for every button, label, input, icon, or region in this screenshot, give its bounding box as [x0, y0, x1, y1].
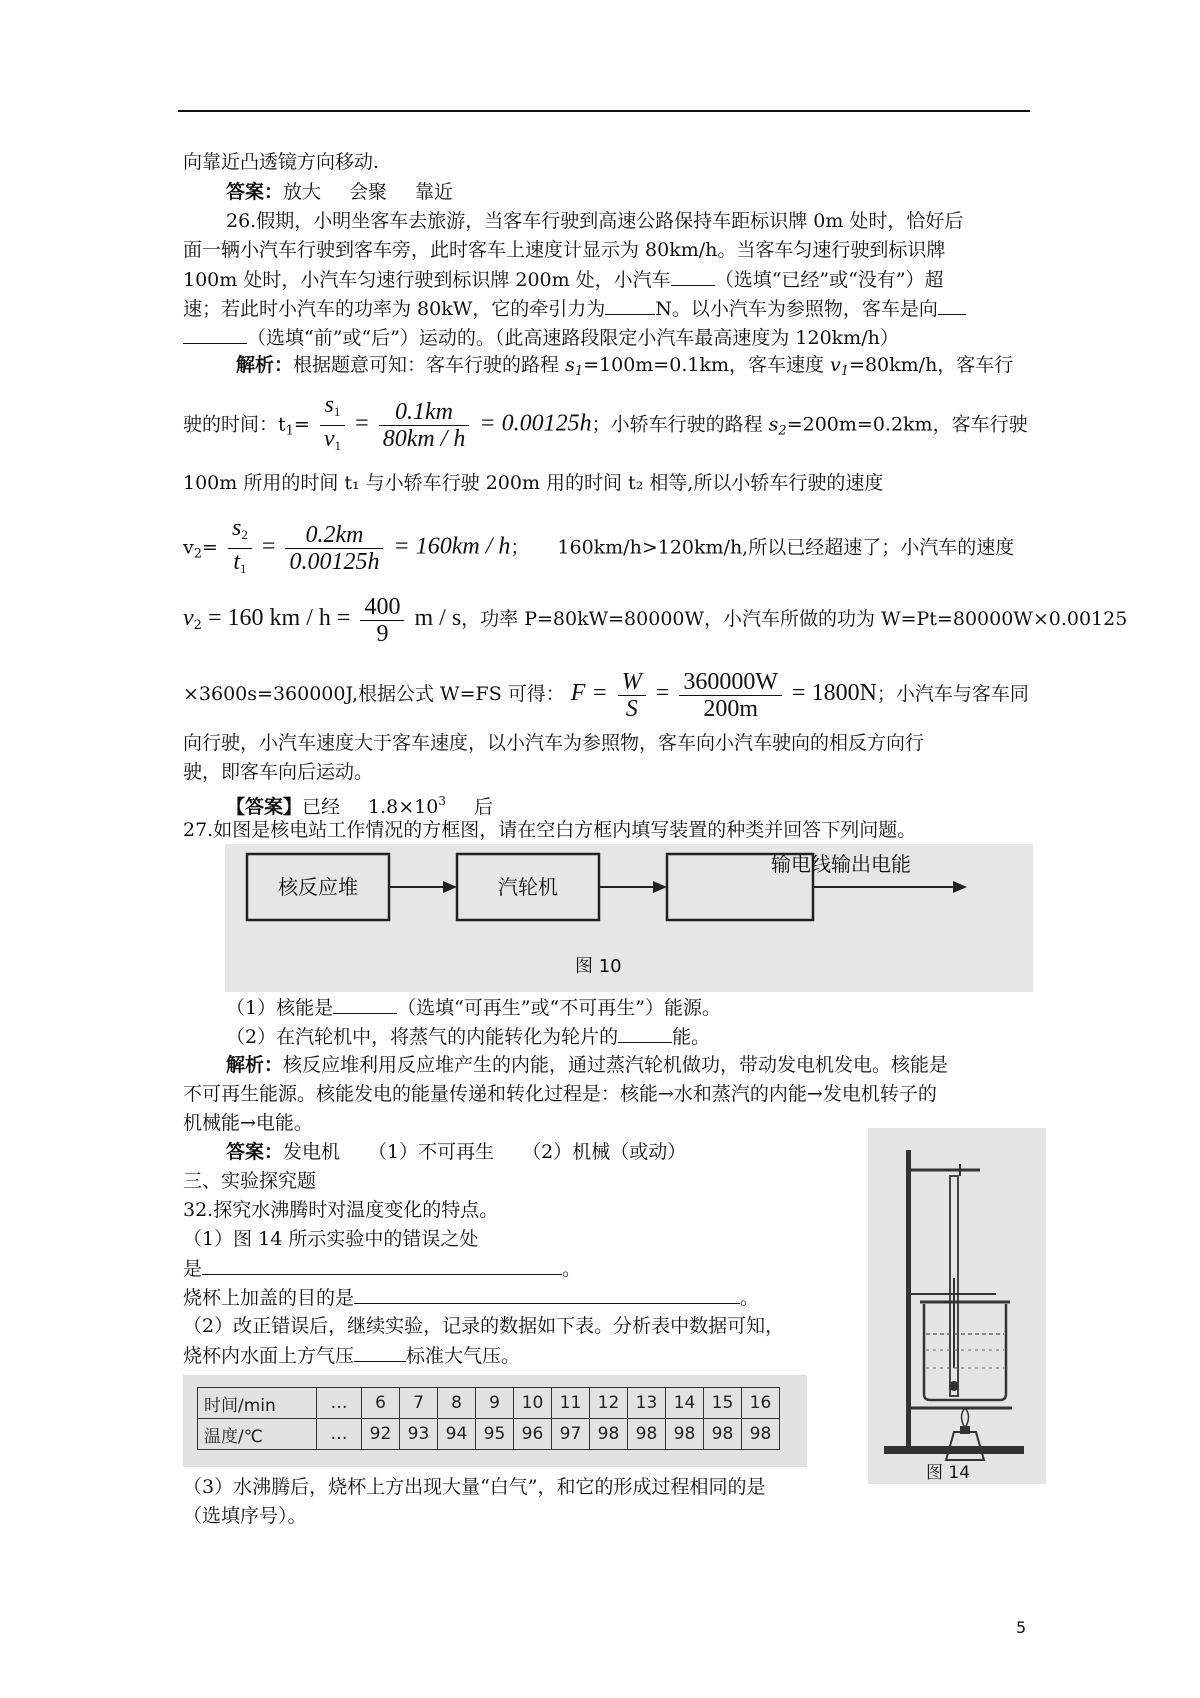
sol26-line-2: 驶的时间：$t_1=$ $\frac{s_1}{v_1}$ = $\frac{0.1km}{80km / h}$ = 0.00125h；小轿车行驶的路程 $s_2=200m=0.2km$，客车行驶	[183, 392, 1028, 452]
F-frac-1: $\frac{W}{S}$	[618, 669, 646, 722]
t1-frac-lhs: $\frac{s_1}{v_1}$	[320, 392, 345, 459]
table-cell: 94	[438, 1419, 476, 1450]
data-table	[183, 1375, 807, 1467]
blank-direction-a	[938, 294, 966, 315]
table-cell: 10	[514, 1388, 552, 1419]
q26-line-5: （选填“前”或“后”）运动的。（此高速路段限定小汽车最高速度为 120km/h）	[183, 323, 899, 352]
sol26-line-5: $v_2 = 160$ km / h = $\frac{400}{9}$ m / s，功率 P=80kW=80000W，小汽车所做的功为 W=Pt=80000W×0.00125	[183, 593, 1128, 647]
table-cell: 97	[552, 1419, 590, 1450]
figure-14-caption: 图 14	[926, 1463, 971, 1483]
sol27-line-3: 机械能→电能。	[183, 1112, 313, 1134]
sol26-line-3: 100m 所用的时间 t₁ 与小轿车行驶 200m 用的时间 t₂ 相等,所以小轿车行驶的速度	[183, 472, 884, 494]
table-cell: 96	[514, 1419, 552, 1450]
blank-direction-b	[183, 323, 247, 344]
page-number: 5	[1016, 1618, 1027, 1637]
header-rule	[178, 110, 1030, 112]
blank-overspeed	[671, 265, 715, 286]
q27-line-1: 27.如图是核电站工作情况的方框图，请在空白方框内填写装置的种类并回答下列问题。	[183, 819, 917, 841]
table-cell: 98	[742, 1419, 780, 1450]
table-cell: 93	[400, 1419, 438, 1450]
table-cell: 12	[590, 1388, 628, 1419]
sol26-line-1: 解析：根据题意可知：客车行驶的路程 $s_1=100m=0.1km$，客车速度 $v_1=80km/h$，客车行	[236, 354, 1014, 379]
table-cell: 8	[438, 1388, 476, 1419]
table-cell: 9	[476, 1388, 514, 1419]
blank-lid-purpose	[354, 1283, 740, 1304]
q32-line-7: （3）水沸腾后，烧杯上方出现大量“白气”，和它的形成过程相同的是	[183, 1476, 766, 1498]
q25-answer: 答案：放大 会聚 靠近	[226, 181, 454, 203]
table-cell: 11	[552, 1388, 590, 1419]
q26-line-1: 26.假期，小明坐客车去旅游，当客车行驶到高速公路保持车距标识牌 0m 处时，恰好后	[226, 210, 964, 232]
q32-line-1: 32.探究水沸腾时对温度变化的特点。	[183, 1199, 499, 1221]
figure-10-caption: 图 10	[575, 956, 622, 977]
q26-line-2: 面一辆小汽车行驶到客车旁，此时客车上速度计显示为 80km/h。当客车匀速行驶到标识牌	[183, 239, 946, 261]
blank-error	[202, 1254, 562, 1275]
table-cell: 92	[362, 1419, 400, 1450]
q32-line-6: 烧杯内水面上方气压 标准大气压。	[183, 1341, 520, 1370]
table-cell: 98	[666, 1419, 704, 1450]
F-frac-2: $\frac{360000W}{200m}$	[679, 669, 782, 722]
q25-tail: 向靠近凸透镜方向移动.	[183, 151, 380, 173]
table-cell: 98	[590, 1419, 628, 1450]
table-header-temperature: 温度/℃	[198, 1419, 317, 1450]
sol27-line-2: 不可再生能源。核能发电的能量传递和转化过程是：核能→水和蒸汽的内能→发电机转子的	[183, 1083, 937, 1105]
q26-answer: 【答案】已经 $1.8\times 10^3$ 后	[226, 794, 494, 818]
table-cell-ellipsis: …	[317, 1388, 362, 1419]
q27-part-2: （2）在汽轮机中，将蒸气的内能转化为轮片的 能。	[226, 1022, 710, 1051]
blank-energy-type	[618, 1022, 672, 1043]
sol26-line-8: 驶，即客车向后运动。	[183, 761, 374, 783]
table-cell: 16	[742, 1388, 780, 1419]
table-row-temperature	[198, 1419, 780, 1450]
section-3-heading: 三、实验探究题	[183, 1170, 317, 1192]
blank-renewable	[333, 993, 397, 1014]
v2-ms-frac: $\frac{400}{9}$	[360, 594, 404, 647]
t1-frac-rhs: $\frac{0.1km}{80km / h}$	[379, 399, 470, 452]
table-cell: 14	[666, 1388, 704, 1419]
blank-force	[605, 294, 655, 315]
q32-line-4: 烧杯上加盖的目的是 。	[183, 1283, 759, 1312]
table-cell: 13	[628, 1388, 666, 1419]
sol26-line-7: 向行驶，小汽车速度大于客车速度，以小汽车为参照物，客车向小汽车驶向的相反方向行	[183, 732, 925, 754]
table-cell: 98	[628, 1419, 666, 1450]
sol27-line-1: 解析：核反应堆利用反应堆产生的内能，通过蒸汽轮机做功，带动发电机发电。核能是	[226, 1054, 949, 1076]
blank-pressure	[354, 1341, 406, 1362]
q26-line-4: 速；若此时小汽车的功率为 80kW，它的牵引力为 N。以小汽车为参照物，客车是向	[183, 294, 966, 323]
table-cell: 6	[362, 1388, 400, 1419]
table-cell: 15	[704, 1388, 742, 1419]
v2-frac-rhs: $\frac{0.2km}{0.00125h}$	[285, 522, 383, 575]
output-label: 输电线输出电能	[771, 852, 911, 876]
q27-answer: 答案：发电机 （1）不可再生 （2）机械（或动）	[226, 1141, 687, 1163]
box-reactor: 核反应堆	[278, 875, 358, 899]
box-turbine: 汽轮机	[498, 875, 558, 899]
q27-part-1: （1）核能是 （选填“可再生”或“不可再生”）能源。	[226, 993, 721, 1022]
figure-10-nuclear-plant-diagram	[225, 844, 1033, 992]
table-header-time: 时间/min	[198, 1388, 317, 1419]
sol26-line-4: $v_2=$ $\frac{s_2}{t_1}$ = $\frac{0.2km}{0.00125h}$ = 160km / h； 160km/h>120km/h,所以已经超速了；小汽车的速度	[183, 515, 1014, 575]
table-cell: 7	[400, 1388, 438, 1419]
table-cell: 98	[704, 1419, 742, 1450]
table-row-time	[198, 1388, 780, 1419]
sol26-line-6: ×3600s=360000J,根据公式 W=FS 可得： F = $\frac{W}{S}$ = $\frac{360000W}{200m}$ = 1800N；小汽车与客车同	[183, 668, 1029, 722]
q26-line-3: 100m 处时，小汽车匀速行驶到标识牌 200m 处，小汽车 （选填“已经”或“没有”）超	[183, 265, 944, 294]
q32-line-3: 是 。	[183, 1254, 581, 1283]
q32-line-5: （2）改正错误后，继续实验，记录的数据如下表。分析表中数据可知，	[183, 1315, 785, 1337]
v2-frac-lhs: $\frac{s_2}{t_1}$	[228, 515, 252, 582]
q32-line-2: （1）图 14 所示实验中的错误之处	[183, 1228, 479, 1250]
figure-14-boiling-apparatus	[868, 1128, 1046, 1484]
q32-line-8: （选填序号）。	[183, 1505, 307, 1527]
table-cell-ellipsis: …	[317, 1419, 362, 1450]
table-cell: 95	[476, 1419, 514, 1450]
